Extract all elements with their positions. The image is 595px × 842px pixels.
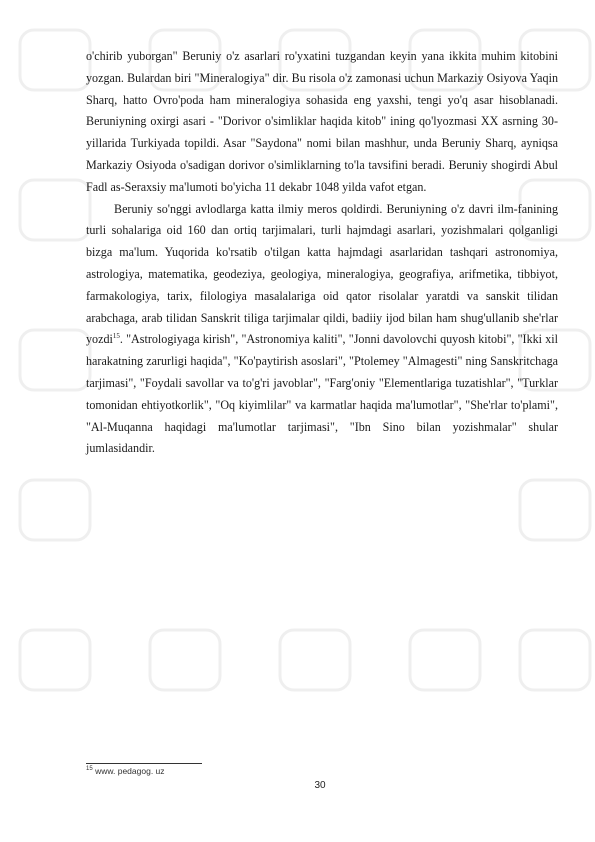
footnote-text: www. pedagog. uz — [95, 766, 165, 776]
paragraph-2-text-b: . "Astrologiyaga kirish", "Astronomiya kaliti", "Jonni davolovchi quyosh kitobi", "Ikki xil harakatning zarurligi haqida", "Ko'paytirish asoslari", "Ptolemey "Almagesti" ning Sanskritchaga tarjimasi", "Foydali savollar va to'g'ri javoblar", "Farg'oniy "Elementlariga tuzatishlar", "Turklar tomonidan ehtiyotkorlik", "Oq kiyimlilar" va karmatlar haqida ma'lumotlar", "She'rlar to'plami", "Al-Muqanna haqidagi ma'lumotlar tarjimasi", "Ibn Sino bilan yozishmalar" shular jumlasidandir. — [86, 332, 558, 456]
document-body — [86, 46, 558, 460]
footnote-number: 15 — [86, 766, 93, 773]
footnote-divider — [86, 763, 202, 764]
paragraph-2-text-a: Beruniy so'nggi avlodlarga katta ilmiy meros qoldirdi. Beruniyning o'z davri ilm-fanining turli sohalariga oid 160 dan ortiq tarjimalari, turli hajmdagi asarlari, yozishmalari qolganligi bizga ma'lum. Yuqorida ko'rsatib o'tilgan katta hajmdagi asarlaridan tashqari astronomiya, astrologiya, matematika, geodeziya, geologiya, mineralogiya, geografiya, arifmetika, tibbiyot, farmakologiya, tarix, filologiya masalalariga oid qator risolalar yaratdi va sanskit tilidan arabchaga, arab tilidan Sanskrit tiliga tarjimalar qildi, badiiy ijod bilan ham shug'ullanib she'rlar yozdi — [86, 201, 558, 347]
paragraph-2 — [86, 199, 558, 461]
footnote-reference[interactable]: 15 — [112, 332, 120, 341]
footnote — [86, 766, 165, 776]
paragraph-1: o'chirib yuborgan" Beruniy o'z asarlari ro'yxatini tuzgandan keyin yana ikkita muhim kitobini yozgan. Bulardan biri "Mineralogiya" dir. Bu risola o'z zamonasi uchun Markaziy Osiyova Yaqin Sharq, hatto Ovro'poda ham mineralogiya sohasida eng yaxshi, tengi yo'q asar hisoblanadi. Beruniyning oxirgi asari - "Dorivor o'simliklar haqida kitob" ining qo'lyozmasi XX asrning 30-yillarida Turkiyada topildi. Asar "Saydona" nomi bilan mashhur, unda Beruniy Sharq, ayniqsa Markaziy Osiyoda o'sadigan dorivor o'simliklarning to'la tavsifini beradi. Beruniy shogirdi Abul Fadl as-Seraxsiy ma'lumoti bo'yicha 11 dekabr 1048 yilda vafot etgan. — [86, 49, 558, 194]
page-number: 30 — [314, 780, 326, 791]
